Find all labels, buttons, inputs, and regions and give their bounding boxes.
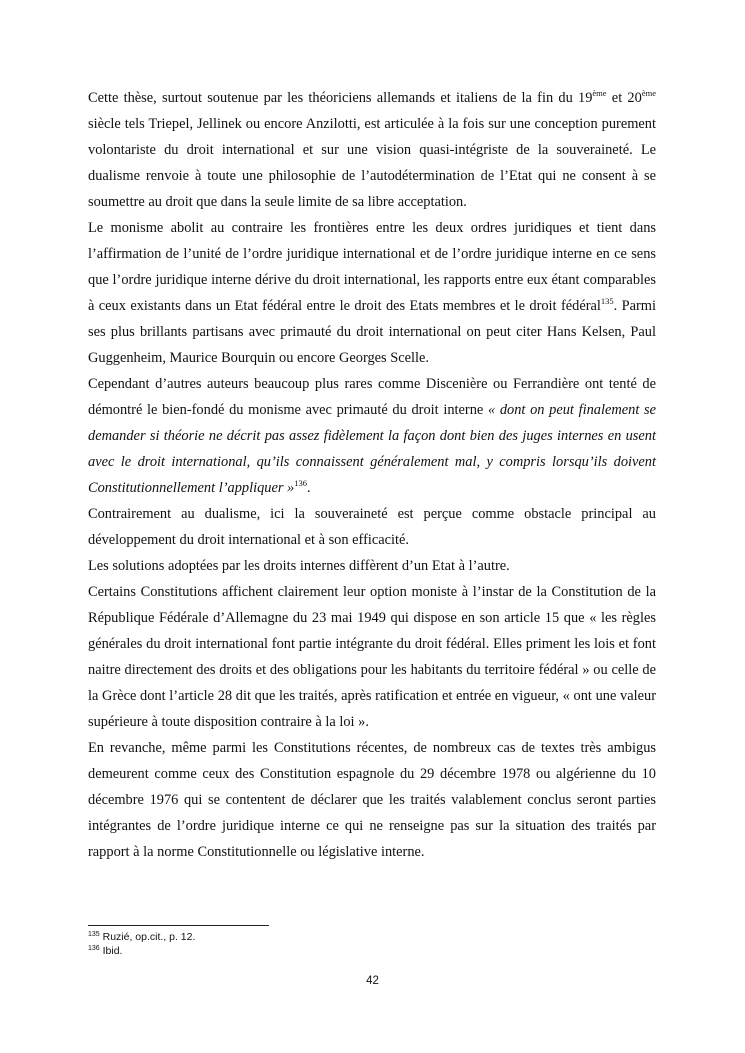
paragraph-monist-constitutions: Certains Constitutions affichent clairement leur option moniste à l’instar de la Constitution de la République Fédérale d’Allemagne du 23 mai 1949 qui dispose en son article 15 que « les règles générales du droit international font partie intégrante du droit fédéral. Elles priment les lois et font naitre directement des droits et des obligations pour les habitants du territoire fédéral » ou celle de la Grèce dont l’article 28 dit que les traités, après ratification et entrée en vigueur, « ont une valeur supérieure à toute disposition contraire à la loi ». [88, 584, 656, 730]
footnote-separator [88, 925, 269, 926]
page-number: 42 [366, 975, 379, 987]
italic-quotation: « dont on peut finalement se demander si théorie ne décrit pas assez fidèlement la façon dont bien des juges internes en usent avec le droit international, qu’ils connaissent généralement mal, y compris lorsqu’ils doivent Constitutionnellement l’appliquer » [88, 402, 656, 496]
paragraph-monism: Le monisme abolit au contraire les frontières entre les deux ordres juridiques et tient dans l’affirmation de l’unité de l’ordre juridique international et de l’ordre juridique interne en ce sens que l’ordre juridique interne dérive du droit international, les rapports entre eux étant comparables à ceux existants dans un Etat fédéral entre le droit des Etats membres et le droit fédéral$^{135}$. Parmi ses plus brillants partisans avec primauté du droit international on peut citer Hans Kelsen, Paul Guggenheim, Maurice Bourquin ou encore Georges Scelle. [88, 220, 656, 366]
superscript-ordinal: ème [641, 88, 656, 98]
superscript-ordinal: ème [592, 88, 607, 98]
paragraph-sovereignty-obstacle: Contrairement au dualisme, ici la souveraineté est perçue comme obstacle principal au développement du droit international et à son efficacité. [88, 506, 656, 548]
paragraph-ambiguous-constitutions: En revanche, même parmi les Constitutions récentes, de nombreux cas de textes très ambigus demeurent comme ceux des Constitution espagnole du 29 décembre 1978 ou algérienne du 10 décembre 1976 qui se contentent de déclarer que les traités valablement conclus seront parties intégrantes de l’ordre juridique interne ce qui ne renseigne pas sur la situation des traités par rapport à la norme Constitutionnelle ou législative interne. [88, 740, 656, 860]
footnote-ref-135[interactable]: 135 [600, 296, 614, 306]
footnote-ref-136[interactable]: 136 [294, 478, 307, 488]
paragraph-dualism-thesis: Cette thèse, surtout soutenue par les théoriciens allemands et italiens de la fin du 19ème et 20ème siècle tels Triepel, Jellinek ou encore Anzilotti, est articulée à la fois sur une conception purement volontariste du droit international et sur une vision quasi-intégriste de la souveraineté. Le dualisme renvoie à toute une philosophie de l’autodétermination de l’Etat qui ne consent à se soumettre au droit que dans la seule limite de sa libre acceptation. [88, 88, 656, 210]
footnote-135: $^{135}$ Ruzié, op.cit., p. 12. [88, 931, 196, 943]
paragraph-internal-primacy: Cependant d’autres auteurs beaucoup plus rares comme Discenière ou Ferrandière ont tenté de démontré le bien-fondé du monisme avec primauté du droit interne « dont on peut finalement se demander si théorie ne décrit pas assez fidèlement la façon dont bien des juges internes en usent avec le droit international, qu’ils connaissent généralement mal, y compris lorsqu’ils doivent Constitutionnellement l’appliquer »$^{136}$. [88, 376, 656, 496]
document-body [88, 85, 656, 865]
footnote-136: $^{136}$ Ibid. [88, 945, 123, 957]
paragraph-internal-solutions: Les solutions adoptées par les droits internes diffèrent d’un Etat à l’autre. [88, 558, 510, 574]
footnotes [88, 930, 195, 958]
